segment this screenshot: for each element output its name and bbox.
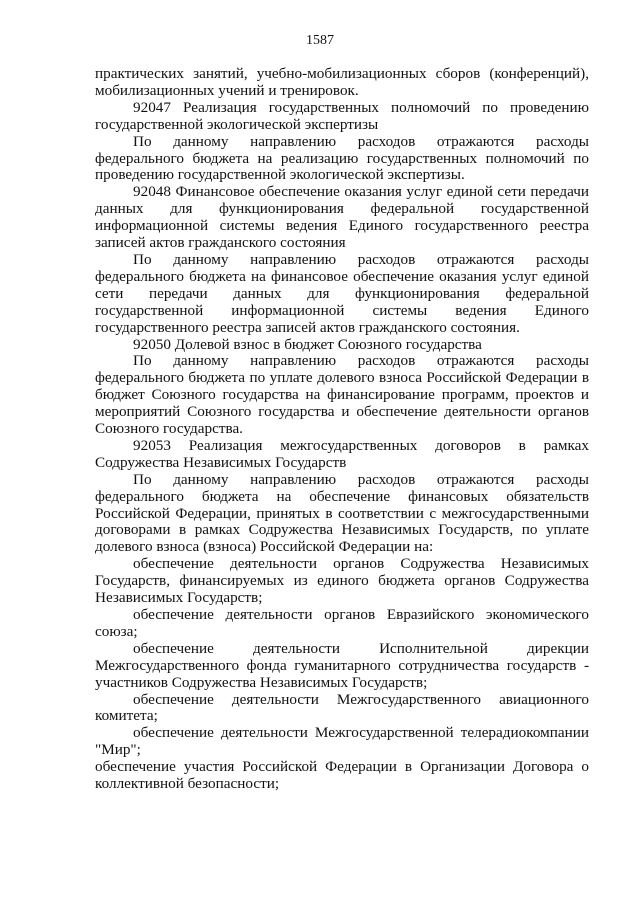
list-item-eaeu-bodies: обеспечение деятельности органов Евразийского экономического союза; — [95, 606, 589, 640]
paragraph-92050: По данному направлению расходов отражаются расходы федерального бюджета по уплате долевого взноса Российской Федерации в бюджет Союзного государства на финансирование программ, проектов и мероприятий Союзного государства и обеспечение деятельности органов Союзного государства. — [95, 352, 589, 438]
list-item-mir-broadcasting: обеспечение деятельности Межгосударственной телерадиокомпании "Мир"; — [95, 724, 589, 759]
paragraph-continuation: практических занятий, учебно-мобилизационных сборов (конференций), мобилизационных учений и тренировок. — [95, 65, 589, 99]
paragraph-92047: По данному направлению расходов отражаются расходы федерального бюджета на реализацию государственных полномочий по проведению государственной экологической экспертизы. — [95, 132, 589, 184]
heading-92047: 92047 Реализация государственных полномочий по проведению государственной экологической экспертизы — [95, 98, 589, 133]
page-number: 1587 — [306, 33, 334, 48]
heading-92053: 92053 Реализация межгосударственных договоров в рамках Содружества Независимых Государств — [95, 436, 589, 471]
heading-92050: 92050 Долевой взнос в бюджет Союзного государства — [133, 335, 482, 353]
list-item-humanitarian-fund: обеспечение деятельности Исполнительной дирекции Межгосударственного фонда гуманитарного сотрудничества государств - участников Содружества Независимых Государств; — [95, 639, 589, 691]
paragraph-92053: По данному направлению расходов отражаются расходы федерального бюджета на обеспечение финансовых обязательств Российской Федерации, принятых в соответствии с межгосударственными договорами в рамках Содружества Независимых Государств, по уплате долевого взноса (взноса) Российской Федерации на: — [95, 470, 589, 556]
list-item-aviation-committee: обеспечение деятельности Межгосударственного авиационного комитета; — [95, 690, 589, 725]
document-body — [95, 66, 589, 793]
heading-92048: 92048 Финансовое обеспечение оказания услуг единой сети передачи данных для функционирования федеральной государственной информационной системы ведения Единого государственного реестра записей актов гражданского состояния — [95, 183, 589, 252]
list-item-cis-bodies: обеспечение деятельности органов Содружества Независимых Государств, финансируемых из единого бюджета органов Содружества Независимых Государств; — [95, 555, 589, 607]
list-item-csto: обеспечение участия Российской Федерации в Организации Договора о коллективной безопасности; — [95, 758, 589, 793]
paragraph-92048: По данному направлению расходов отражаются расходы федерального бюджета на финансовое обеспечение оказания услуг единой сети передачи данных для функционирования федеральной государственной информационной системы ведения Единого государственного реестра записей актов гражданского состояния. — [95, 250, 589, 336]
